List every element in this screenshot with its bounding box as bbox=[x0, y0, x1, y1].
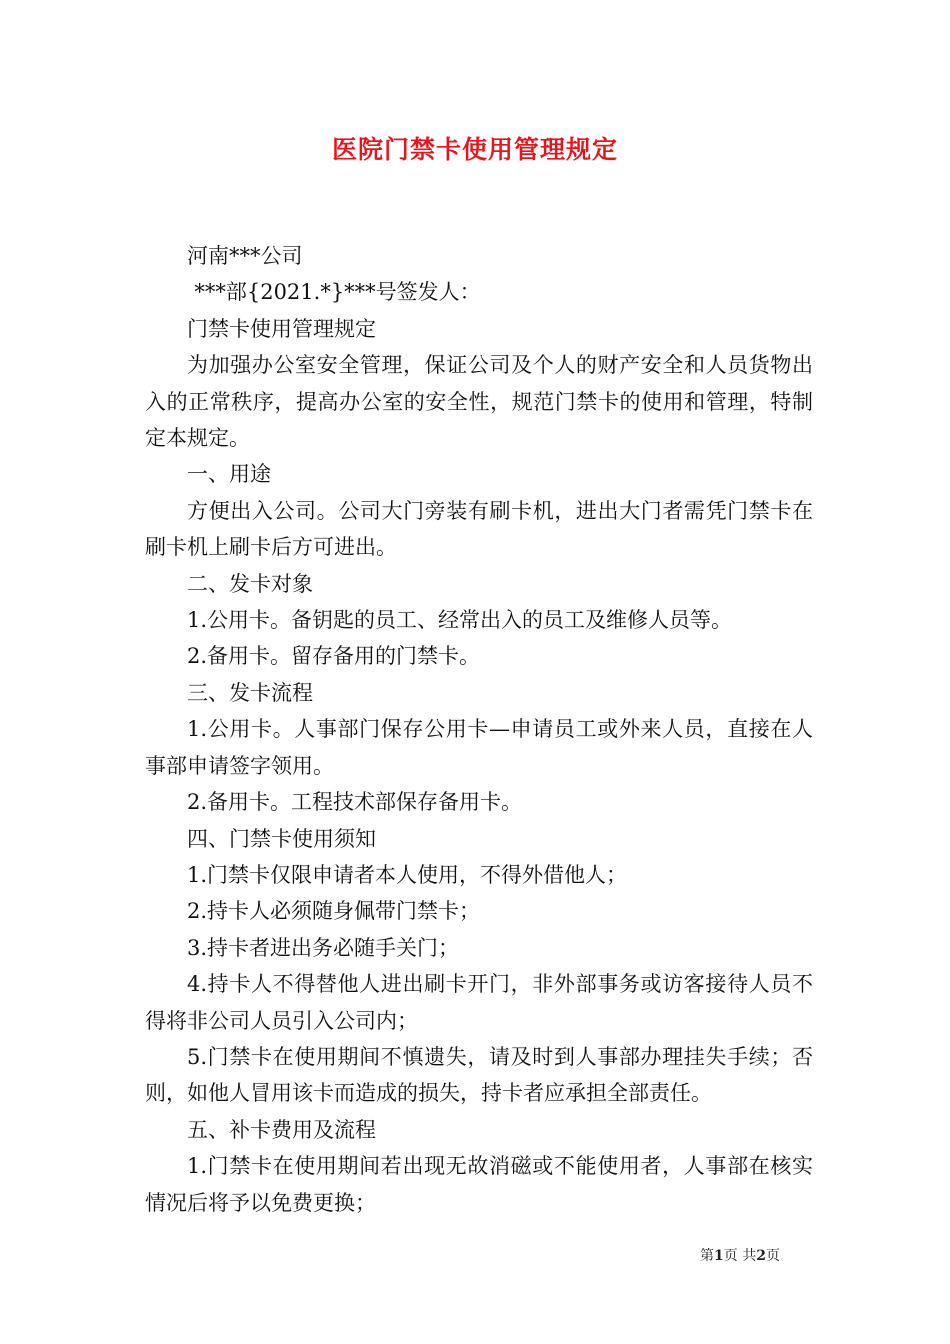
page-footer bbox=[700, 1245, 780, 1265]
document-number-line: ***部{2021.*}***号签发人： bbox=[194, 280, 481, 305]
document-body bbox=[145, 238, 813, 1221]
list-item: 1.公用卡。人事部门保存公用卡—申请员工或外来人员，直接在人事部申请签字领用。 bbox=[145, 717, 813, 778]
document-subtitle: 门禁卡使用管理规定 bbox=[187, 316, 376, 341]
company-name: 河南***公司 bbox=[187, 244, 303, 268]
list-item: 1.公用卡。备钥匙的员工、经常出入的员工及维修人员等。 bbox=[187, 608, 733, 633]
section-heading-process: 三、发卡流程 bbox=[187, 680, 313, 705]
document-title: 医院门禁卡使用管理规定 bbox=[331, 135, 618, 164]
intro-paragraph: 为加强办公室安全管理，保证公司及个人的财产安全和人员货物出入的正常秩序，提高办公室的安全性，规范门禁卡的使用和管理，特制定本规定。 bbox=[145, 353, 813, 451]
section-heading-targets: 二、发卡对象 bbox=[187, 571, 313, 596]
list-item: 2.持卡人必须随身佩带门禁卡； bbox=[187, 899, 481, 924]
section-heading-rules: 四、门禁卡使用须知 bbox=[187, 826, 376, 851]
page-total: 2 bbox=[756, 1248, 766, 1264]
usage-paragraph: 方便出入公司。公司大门旁装有刷卡机，进出大门者需凭门禁卡在刷卡机上刷卡后方可进出。 bbox=[145, 498, 813, 560]
list-item: 2.备用卡。工程技术部保存备用卡。 bbox=[187, 790, 523, 815]
list-item: 5.门禁卡在使用期间不慎遗失，请及时到人事部办理挂失手续；否则，如他人冒用该卡而造成的损失，持卡者应承担全部责任。 bbox=[145, 1044, 813, 1106]
footer-middle: 页 共 bbox=[723, 1248, 757, 1264]
page-number: 1 bbox=[714, 1248, 724, 1264]
footer-prefix: 第 bbox=[700, 1248, 714, 1264]
list-item: 4.持卡人不得替他人进出刷卡开门，非外部事务或访客接待人员不得将非公司人员引入公司内； bbox=[145, 972, 813, 1033]
list-item: 2.备用卡。留存备用的门禁卡。 bbox=[187, 644, 481, 669]
list-item: 3.持卡者进出务必随手关门； bbox=[187, 935, 460, 960]
list-item: 1.门禁卡仅限申请者本人使用，不得外借他人； bbox=[187, 862, 628, 887]
list-item: 1.门禁卡在使用期间若出现无故消磁或不能使用者，人事部在核实情况后将予以免费更换； bbox=[145, 1154, 813, 1215]
footer-suffix: 页 bbox=[765, 1248, 780, 1264]
section-heading-replacement: 五、补卡费用及流程 bbox=[187, 1117, 376, 1142]
section-heading-usage: 一、用途 bbox=[187, 462, 271, 487]
